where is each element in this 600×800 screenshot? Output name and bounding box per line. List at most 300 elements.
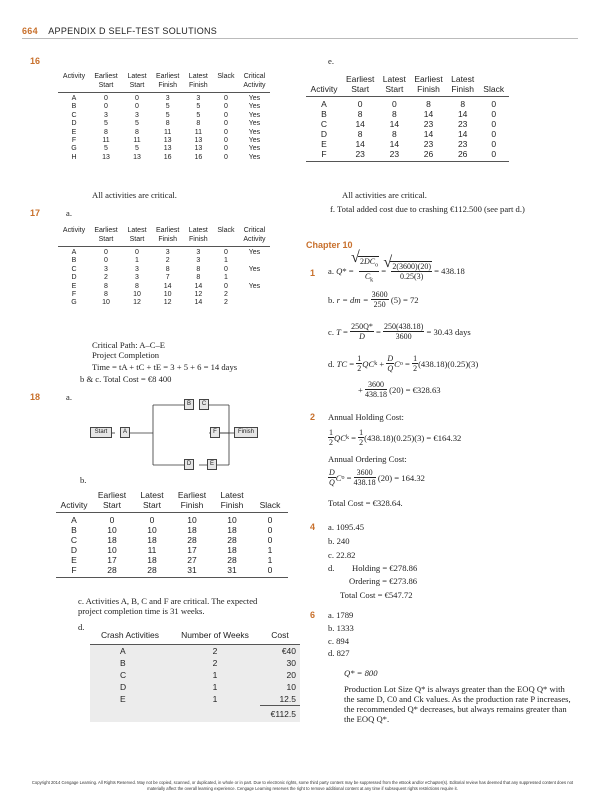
table-cell: 17 (187, 545, 197, 555)
table-cell: 11 (147, 545, 157, 555)
table-cell: 1 (223, 257, 228, 265)
table-cell: Yes (248, 137, 261, 145)
crash-cell: 30 (286, 658, 296, 668)
p1b-numerator: 3600 (371, 290, 388, 299)
column-header: Slack (252, 500, 288, 513)
table-cell: F (56, 565, 92, 578)
table-cell: D (71, 120, 77, 128)
table-cell: 0 (391, 99, 397, 109)
table-cell: 28 (187, 535, 197, 545)
table-row (58, 247, 270, 258)
crash-column-header: Crash Activities (90, 626, 170, 645)
table-cell: G (71, 145, 77, 153)
p4-b: b. 240 (328, 536, 350, 546)
table-cell: 11 (133, 137, 141, 145)
node-c: C (199, 399, 209, 410)
column-header: Earliest (94, 73, 118, 80)
p1d-tail: (438.18)(0.25)(3) (418, 358, 479, 369)
table-row (58, 137, 270, 145)
table-cell: 10 (102, 299, 110, 307)
q17-table (58, 226, 270, 308)
column-header: Finish (152, 235, 183, 247)
table-cell: 12 (133, 299, 141, 307)
table-cell: 0 (479, 149, 509, 162)
column-header: Earliest (346, 74, 375, 84)
table-row (58, 283, 270, 291)
table-cell: 23 (423, 119, 434, 129)
table-cell: 3 (196, 257, 201, 265)
table-cell: 27 (187, 555, 197, 565)
table-cell: Yes (248, 103, 261, 111)
node-d: D (184, 459, 194, 470)
table-cell: 16 (194, 153, 203, 161)
column-header: Latest (140, 490, 164, 500)
q16-table (58, 72, 270, 162)
table-cell: C (71, 111, 77, 119)
column-header: Slack (479, 84, 509, 97)
column-header: Slack (217, 73, 235, 80)
table-cell: 18 (227, 525, 237, 535)
table-row (58, 257, 270, 265)
p6-c: c. 894 (328, 636, 350, 646)
crash-table (90, 626, 300, 722)
table-cell: Yes (248, 120, 261, 128)
p4-d-label: d. (328, 563, 335, 573)
p1c-numerator: 250Q* (351, 322, 373, 331)
part-e: e. (328, 56, 334, 66)
p4-ordering: Ordering = €273.86 (349, 576, 418, 586)
table-cell: 8 (460, 99, 466, 109)
p6-b: b. 1333 (328, 623, 354, 633)
table-cell: 8 (196, 274, 201, 282)
crash-empty-cell (90, 706, 170, 723)
table-cell: 5 (104, 145, 108, 153)
table-cell: 28 (92, 565, 132, 578)
table-cell: 0 (491, 109, 497, 119)
table-row (56, 513, 288, 526)
table-cell: Yes (248, 95, 261, 102)
p1a-numerator: √ 2(3600)(20) (392, 261, 432, 271)
table-cell: 18 (187, 525, 197, 535)
table-cell: 2 (223, 291, 228, 299)
part-f: f. Total added cost due to crashing €112.500 (see part d.) (330, 204, 525, 214)
crash-row (90, 669, 300, 681)
table-cell: 0 (223, 128, 228, 136)
q18-table (56, 490, 288, 578)
node-a: A (120, 427, 130, 438)
p1a-label: a. (328, 265, 334, 276)
p1b-equation (328, 290, 419, 309)
p1a-denominator: 0.25(3) (400, 271, 424, 281)
column-header: Slack (217, 227, 235, 234)
table-cell: 0 (223, 111, 228, 119)
table-cell: 5 (135, 120, 139, 128)
table-cell: 14 (423, 109, 434, 119)
table-cell: 23 (378, 149, 410, 162)
table-cell: E (321, 139, 327, 149)
q17-part-a: a. (66, 208, 72, 218)
table-row (306, 139, 509, 149)
table-cell: H (71, 153, 77, 161)
table-cell: C (320, 119, 328, 129)
column-header: Latest (188, 73, 208, 80)
table-cell: F (71, 291, 77, 299)
column-header: Activity (238, 81, 270, 93)
column-header: Activity (238, 235, 270, 247)
table-cell: 28 (227, 535, 237, 545)
p1d2-result: (20) = €328.63 (389, 384, 441, 395)
table-cell: 14 (457, 109, 468, 119)
column-header: Activity (62, 73, 86, 80)
table-cell: Yes (248, 282, 261, 290)
crash-cell: 1 (212, 670, 218, 680)
table-cell: 11 (164, 128, 172, 136)
table-cell: 18 (147, 555, 157, 565)
crash-cell: 10 (286, 682, 296, 692)
column-header (58, 235, 90, 247)
table-cell: 11 (102, 137, 110, 145)
table-cell: 3 (104, 265, 108, 273)
table-cell: 8 (357, 109, 363, 119)
p1d-label: d. (328, 358, 335, 369)
table-cell: 0 (104, 257, 108, 265)
table-cell: 5 (165, 103, 170, 111)
q16-note: All activities are critical. (92, 190, 177, 200)
table-cell: 1 (223, 274, 228, 282)
column-header: Finish (447, 84, 479, 97)
table-cell: 8 (165, 120, 170, 128)
column-header: Latest (127, 73, 147, 80)
table-row (58, 291, 270, 299)
table-cell: 23 (423, 139, 434, 149)
table-cell: B (71, 525, 77, 535)
column-header: Earliest (97, 490, 127, 500)
column-header: Finish (183, 235, 213, 247)
column-header: Critical (243, 227, 266, 234)
column-header (58, 81, 90, 93)
column-header: Start (342, 84, 378, 97)
table-cell: F (306, 149, 342, 162)
table-row (58, 266, 270, 274)
table-cell: 0 (104, 249, 108, 256)
table-cell: 3 (196, 95, 201, 102)
table-cell: 0 (491, 119, 497, 129)
column-header: Start (132, 500, 172, 513)
table-row (306, 119, 509, 129)
p4-c: c. 22.82 (328, 550, 356, 560)
table-row (56, 535, 288, 545)
q18-part-c: c. Activities A, B, C and F are critical. The expected project completion time is 31 weeks. (78, 596, 258, 616)
table-cell: Yes (248, 153, 261, 161)
column-header (479, 74, 509, 84)
p1b-result: (5) = 72 (390, 294, 419, 305)
table-cell: 0 (223, 95, 228, 102)
column-header: Finish (183, 81, 213, 93)
p2-ordering-eq: $\frac{D}{Q}$ C o = $\frac{3600}{438.18}$ (20) = 164.32 (329, 468, 425, 487)
crash-column-header: Number of Weeks (170, 626, 260, 645)
table-cell: 5 (196, 111, 201, 119)
table-cell: 23 (457, 139, 468, 149)
table-cell: Yes (248, 265, 261, 273)
table-cell: 0 (491, 139, 497, 149)
column-header (56, 490, 92, 500)
p1b-lhs: r = dm = (336, 294, 369, 305)
table-cell: 26 (447, 149, 479, 162)
column-header: Latest (188, 227, 208, 234)
q17-total-cost: b & c. Total Cost = €8 400 (80, 374, 172, 384)
table-cell: 8 (196, 265, 201, 273)
table-row (306, 97, 509, 110)
crash-cell: 12.5 (279, 694, 296, 704)
q18-part-d: d. (78, 622, 85, 632)
crash-cell: 2 (212, 658, 218, 668)
table-cell: 0 (109, 515, 115, 525)
p1d2-denominator: 438.18 (365, 390, 387, 399)
crash-cell: 2 (212, 646, 218, 656)
table-cell: 10 (107, 545, 117, 555)
table-cell: 8 (165, 265, 170, 273)
table-cell: 3 (196, 249, 201, 256)
table-cell: 0 (104, 95, 108, 102)
table-cell (238, 291, 270, 299)
table-cell: 2 (104, 274, 108, 282)
table-cell: 11 (194, 128, 202, 136)
table-cell: 3 (135, 274, 139, 282)
table-cell: G (71, 299, 77, 307)
q17-project-completion: Project Completion (92, 350, 160, 360)
p4-number: 4 (310, 522, 316, 532)
column-header (213, 235, 238, 247)
table-cell: 8 (391, 109, 397, 119)
table-cell: 0 (267, 525, 273, 535)
table-cell: 14 (194, 282, 203, 290)
table-cell: B (71, 103, 77, 111)
q16-number: 16 (30, 56, 41, 66)
table-cell: 12 (194, 291, 203, 299)
q18-number: 18 (30, 392, 41, 402)
column-header: Activity (56, 500, 92, 513)
table-cell: 23 (342, 149, 378, 162)
table-cell: C (71, 265, 77, 273)
table-cell: A (71, 95, 77, 102)
table-cell: 0 (491, 129, 497, 139)
table-cell: 1 (267, 555, 273, 565)
column-header: Finish (410, 84, 446, 97)
column-header (213, 81, 238, 93)
table-cell: 14 (457, 129, 468, 139)
table-row (56, 565, 288, 578)
column-header: Start (378, 84, 410, 97)
table-cell (238, 274, 270, 282)
table-cell: 23 (457, 119, 468, 129)
crash-cell: 20 (286, 670, 296, 680)
table-cell: 28 (132, 565, 172, 578)
column-header: Earliest (94, 227, 118, 234)
table-cell: 0 (223, 153, 228, 161)
table-cell: 31 (172, 565, 212, 578)
table-cell: Yes (248, 128, 261, 136)
column-header: Latest (382, 74, 406, 84)
table-cell: B (71, 257, 77, 265)
table-cell: 13 (194, 137, 203, 145)
column-header: Start (122, 235, 152, 247)
table-cell: 0 (223, 265, 228, 273)
crash-cell: B (120, 658, 126, 668)
table-row (58, 299, 270, 307)
table-cell: 17 (107, 555, 117, 565)
column-header: Critical (243, 73, 266, 80)
p4-a: a. 1095.45 (328, 522, 365, 532)
node-b: B (184, 399, 194, 410)
q17-critical-path: Critical Path: A–C–E (92, 340, 166, 350)
crash-cell: 1 (212, 682, 218, 692)
node-f: F (210, 427, 220, 438)
p4-holding: Holding = €278.86 (352, 563, 418, 573)
table-row (58, 103, 270, 111)
table-cell: 8 (426, 99, 431, 109)
table-cell: 5 (104, 120, 108, 128)
table-cell: 0 (357, 99, 363, 109)
table-cell: 5 (165, 111, 170, 119)
table-cell: 8 (104, 282, 108, 290)
column-header (252, 490, 288, 500)
table-cell: 31 (212, 565, 252, 578)
p1-number: 1 (310, 268, 316, 278)
p1b-label: b. (328, 294, 335, 305)
table-cell: 14 (389, 139, 400, 149)
table-cell: 8 (196, 120, 201, 128)
table-cell: 16 (163, 153, 172, 161)
table-cell: 14 (389, 119, 400, 129)
crash-cell: C (120, 670, 127, 680)
table-row (58, 120, 270, 128)
table-cell: 10 (147, 525, 157, 535)
crash-row (90, 681, 300, 693)
part-e-table (306, 74, 509, 162)
p2-number: 2 (310, 412, 316, 422)
table-cell: Yes (248, 111, 261, 119)
table-cell: 26 (410, 149, 446, 162)
table-cell: 0 (223, 282, 228, 290)
table-row (306, 129, 509, 139)
column-header: Earliest (414, 74, 443, 84)
table-cell: 10 (107, 525, 117, 535)
table-cell: 14 (163, 282, 172, 290)
table-cell: F (71, 137, 77, 145)
table-cell: 10 (133, 291, 141, 299)
table-cell: 3 (165, 249, 170, 256)
p1a-equation: a. Q * = √ $\frac{2DC_o}{C_k}$ = √ $\frac{2(3600)(20)}{0.25(3)}$ = 438.18 (328, 256, 465, 285)
p2-ordering-title: Annual Ordering Cost: (328, 454, 407, 464)
table-cell: 5 (135, 145, 139, 153)
table-cell: 18 (107, 535, 117, 545)
table-cell: 13 (163, 145, 172, 153)
p1d2-numerator: 3600 (365, 380, 387, 390)
table-cell: A (71, 249, 77, 256)
table-cell: D (70, 545, 78, 555)
node-finish: Finish (234, 427, 258, 438)
table-cell: 8 (104, 291, 108, 299)
q18-part-a: a. (66, 392, 72, 402)
column-header: Start (90, 235, 122, 247)
table-cell: 7 (165, 274, 170, 282)
table-cell: 0 (135, 95, 139, 102)
column-header: Activity (62, 227, 86, 234)
p1c-denominator2: 3600 (395, 332, 412, 341)
table-row (58, 274, 270, 282)
table-cell: 0 (223, 249, 228, 256)
p2-ordering-den: 438.18 (353, 478, 376, 487)
p1c-label: c. (328, 326, 334, 337)
header-rule (22, 38, 578, 39)
table-cell: 5 (196, 103, 201, 111)
table-cell: 10 (163, 291, 172, 299)
crash-cell: E (120, 694, 126, 705)
crash-cell: 1 (212, 694, 218, 705)
table-cell: 8 (357, 129, 363, 139)
table-cell: Yes (248, 249, 261, 256)
table-cell: 8 (135, 128, 139, 136)
table-cell: B (321, 109, 327, 119)
table-row (58, 145, 270, 153)
table-cell: 0 (267, 515, 273, 525)
p6-d: d. 827 (328, 648, 350, 658)
table-cell: 0 (135, 103, 139, 111)
table-cell: 3 (104, 111, 108, 119)
table-cell: C (70, 535, 78, 545)
table-cell: 0 (223, 120, 228, 128)
table-cell: 1 (267, 545, 273, 555)
table-cell: 0 (135, 249, 139, 256)
p6-number: 6 (310, 610, 316, 620)
header-title: APPENDIX D SELF-TEST SOLUTIONS (48, 26, 218, 36)
column-header: Start (122, 81, 152, 93)
table-cell: 0 (252, 565, 288, 578)
table-cell: D (71, 274, 77, 282)
p2-ordering-result: (20) = 164.32 (377, 472, 425, 483)
table-cell: Yes (248, 145, 261, 153)
table-cell: E (71, 282, 77, 290)
table-row (56, 545, 288, 555)
p2-total: Total Cost = €328.64. (328, 498, 403, 508)
table-cell: 2 (223, 299, 228, 307)
table-cell: 0 (267, 535, 273, 545)
table-cell: 12 (163, 299, 172, 307)
page-number: 664 (22, 26, 38, 36)
crash-total: €112.5 (260, 706, 300, 723)
table-cell: 18 (227, 545, 237, 555)
table-cell: 8 (135, 282, 139, 290)
table-cell (238, 299, 270, 307)
p1c-result: = 30.43 days (426, 326, 471, 337)
table-cell: A (321, 99, 327, 109)
table-cell: E (71, 128, 77, 136)
column-header: Start (90, 81, 122, 93)
column-header: Earliest (177, 490, 207, 500)
column-header: Earliest (156, 227, 180, 234)
table-cell (238, 257, 270, 265)
p2-holding-title: Annual Holding Cost: (328, 412, 404, 422)
table-row (306, 149, 509, 162)
table-cell: 8 (104, 128, 108, 136)
q18-part-b: b. (80, 475, 87, 485)
table-cell: 13 (102, 153, 110, 161)
crash-cell: €40 (281, 646, 296, 656)
q17-time: Time = tA + tC + tE = 3 + 5 + 6 = 14 days (92, 362, 238, 372)
p4-total: Total Cost = €547.72 (340, 590, 413, 600)
table-cell: A (71, 515, 77, 525)
p6-a: a. 1789 (328, 610, 354, 620)
